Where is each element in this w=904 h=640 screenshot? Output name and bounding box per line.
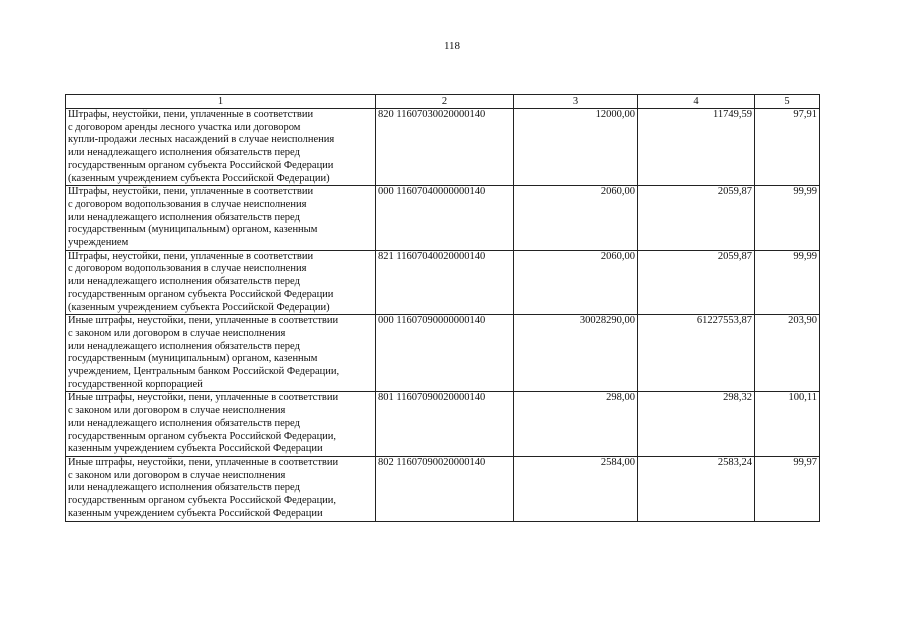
column-header-2: 2 xyxy=(376,95,514,109)
row-budget-code: 802 11607090020000140 xyxy=(376,456,514,521)
row-actual-amount: 61227553,87 xyxy=(638,315,755,392)
row-budget-code: 000 11607090000000140 xyxy=(376,315,514,392)
table-row xyxy=(66,250,820,315)
row-planned-amount: 12000,00 xyxy=(514,109,638,186)
row-description: Штрафы, неустойки, пени, уплаченные в соответствии с договором аренды лесного участка или договором купли-продажи лесных насаждений в случае неисполнения или ненадлежащего исполнения обязательств перед государственным органом субъекта Российской Федерации (казенным учреждением субъекта Российской Федерации) xyxy=(66,109,376,186)
row-description: Штрафы, неустойки, пени, уплаченные в соответствии с договором водопользования в случае неисполнения или ненадлежащего исполнения обязательств перед государственным (муниципальным) органом, казенным учреждением xyxy=(66,186,376,251)
column-header-3: 3 xyxy=(514,95,638,109)
row-percent: 100,11 xyxy=(755,392,820,457)
row-budget-code: 000 11607040000000140 xyxy=(376,186,514,251)
row-actual-amount: 2059,87 xyxy=(638,186,755,251)
column-header-5: 5 xyxy=(755,95,820,109)
row-budget-code: 821 11607040020000140 xyxy=(376,250,514,315)
row-description: Иные штрафы, неустойки, пени, уплаченные в соответствии с законом или договором в случае неисполнения или ненадлежащего исполнения обязательств перед государственным (муниципальным) органом, казенным учреждением, Центральным банком Российской Федерации, государственной корпорацией xyxy=(66,315,376,392)
table-row xyxy=(66,392,820,457)
row-percent: 97,91 xyxy=(755,109,820,186)
column-header-4: 4 xyxy=(638,95,755,109)
table-row xyxy=(66,186,820,251)
table-row xyxy=(66,109,820,186)
row-budget-code: 801 11607090020000140 xyxy=(376,392,514,457)
revenue-table xyxy=(65,94,820,522)
row-actual-amount: 298,32 xyxy=(638,392,755,457)
row-percent: 99,97 xyxy=(755,456,820,521)
row-planned-amount: 30028290,00 xyxy=(514,315,638,392)
row-planned-amount: 2060,00 xyxy=(514,250,638,315)
row-planned-amount: 2584,00 xyxy=(514,456,638,521)
header-row xyxy=(66,95,820,109)
table-row xyxy=(66,315,820,392)
row-description: Штрафы, неустойки, пени, уплаченные в соответствии с договором водопользования в случае неисполнения или ненадлежащего исполнения обязательств перед государственным органом субъекта Российской Федерации (казенным учреждением субъекта Российской Федерации) xyxy=(66,250,376,315)
row-description: Иные штрафы, неустойки, пени, уплаченные в соответствии с законом или договором в случае неисполнения или ненадлежащего исполнения обязательств перед государственным органом субъекта Российской Федерации, казенным учреждением субъекта Российской Федерации xyxy=(66,456,376,521)
row-actual-amount: 2583,24 xyxy=(638,456,755,521)
table-row xyxy=(66,456,820,521)
row-description: Иные штрафы, неустойки, пени, уплаченные в соответствии с законом или договором в случае неисполнения или ненадлежащего исполнения обязательств перед государственным органом субъекта Российской Федерации, казенным учреждением субъекта Российской Федерации xyxy=(66,392,376,457)
row-planned-amount: 298,00 xyxy=(514,392,638,457)
row-percent: 99,99 xyxy=(755,186,820,251)
page-number: 118 xyxy=(443,40,461,52)
row-percent: 203,90 xyxy=(755,315,820,392)
row-percent: 99,99 xyxy=(755,250,820,315)
column-header-1: 1 xyxy=(66,95,376,109)
row-budget-code: 820 11607030020000140 xyxy=(376,109,514,186)
row-planned-amount: 2060,00 xyxy=(514,186,638,251)
row-actual-amount: 2059,87 xyxy=(638,250,755,315)
row-actual-amount: 11749,59 xyxy=(638,109,755,186)
